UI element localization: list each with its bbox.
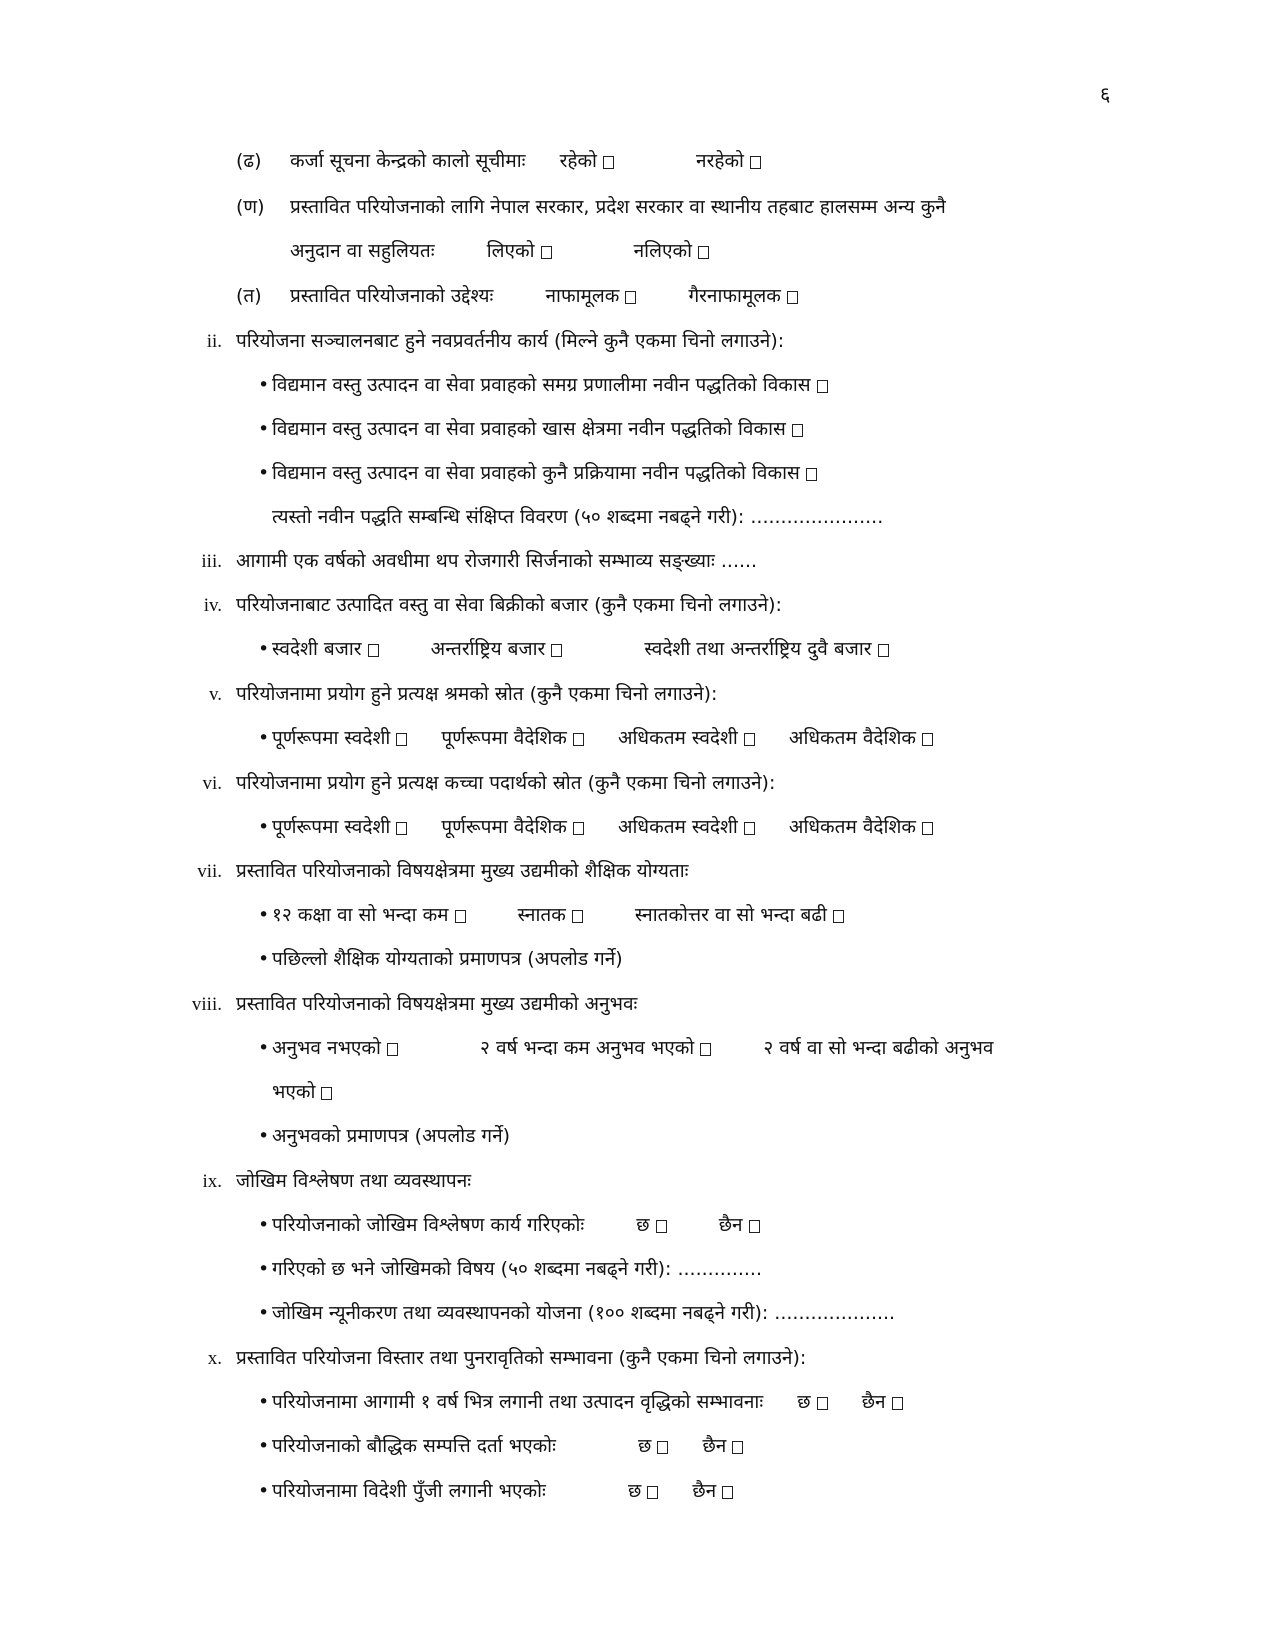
list-item xyxy=(258,1039,993,1058)
checkbox[interactable] xyxy=(387,1043,398,1056)
list-item-text: विद्यमान वस्तु उत्पादन वा सेवा प्रवाहको समग्र प्रणालीमा नवीन पद्धतिको विकास xyxy=(272,374,811,396)
option-label: अधिकतम स्वदेशी xyxy=(617,816,738,838)
section-num-v: v. xyxy=(208,684,222,705)
section-num-ii: ii. xyxy=(206,331,222,352)
option-label: नलिएको xyxy=(633,240,692,262)
checkbox[interactable] xyxy=(833,910,844,923)
item-label-ta: (त) xyxy=(236,285,262,307)
option-label: छ xyxy=(636,1214,650,1236)
bullet: • xyxy=(258,418,270,440)
checkbox[interactable] xyxy=(572,910,583,923)
option-label: छैन xyxy=(692,1480,717,1502)
bullet: • xyxy=(258,727,270,749)
checkbox[interactable] xyxy=(698,246,709,259)
option-label: १२ कक्षा वा सो भन्दा कम xyxy=(272,904,449,926)
section-title-iii: आगामी एक वर्षको अवधीमा थप रोजगारी सिर्जनाको सम्भाव्य सङ्ख्याः ...... xyxy=(236,550,758,572)
option-label: छ xyxy=(797,1391,811,1413)
option-label: नाफामूलक xyxy=(545,285,620,307)
section-title-iv: परियोजनाबाट उत्पादित वस्तु वा सेवा बिक्रीको बजार (कुनै एकमा चिनो लगाउने): xyxy=(236,594,782,616)
item-dha xyxy=(290,152,761,171)
list-item xyxy=(258,420,803,439)
list-item xyxy=(258,950,623,969)
checkbox[interactable] xyxy=(922,733,933,746)
checkbox[interactable] xyxy=(817,380,828,393)
checkbox[interactable] xyxy=(817,1397,828,1410)
bullet: • xyxy=(258,1435,270,1457)
item-label-na: (ण) xyxy=(236,196,265,218)
option-label: छैन xyxy=(718,1214,743,1236)
list-item-text: जोखिम न्यूनीकरण तथा व्यवस्थापनको योजना (१०० शब्दमा नबढ्ने गरी): .................... xyxy=(272,1302,896,1324)
section-num-vii: vii. xyxy=(197,861,222,882)
section-num-x: x. xyxy=(207,1348,222,1369)
section-title-v: परियोजनामा प्रयोग हुने प्रत्यक्ष श्रमको स्रोत (कुनै एकमा चिनो लगाउने): xyxy=(236,683,718,705)
list-item xyxy=(258,1437,743,1456)
checkbox[interactable] xyxy=(573,822,584,835)
section-num-iii: iii. xyxy=(201,551,222,572)
checkbox[interactable] xyxy=(749,1220,760,1233)
option-label: छैन xyxy=(702,1435,727,1457)
item-dha-text: कर्जा सूचना केन्द्रको कालो सूचीमाः xyxy=(290,150,526,172)
list-item xyxy=(258,818,933,837)
checkbox[interactable] xyxy=(806,468,817,481)
bullet: • xyxy=(258,1125,270,1147)
section-ii-note: त्यस्तो नवीन पद्धति सम्बन्धि संक्षिप्त विवरण (५० शब्दमा नबढ्ने गरी): ...................... xyxy=(272,506,884,528)
option-label: पूर्णरूपमा वैदेशिक xyxy=(441,816,567,838)
bullet: • xyxy=(258,1302,270,1324)
section-title-vii: प्रस्तावित परियोजनाको विषयक्षेत्रमा मुख्य उद्यमीको शैक्षिक योग्यताः xyxy=(236,860,689,882)
list-item-text: विद्यमान वस्तु उत्पादन वा सेवा प्रवाहको खास क्षेत्रमा नवीन पद्धतिको विकास xyxy=(272,418,786,440)
upload-certificate-link[interactable]: पछिल्लो शैक्षिक योग्यताको प्रमाणपत्र (अपलोड गर्ने) xyxy=(272,948,623,970)
option-label: रहेको xyxy=(559,150,597,172)
checkbox[interactable] xyxy=(892,1397,903,1410)
list-item-text: विद्यमान वस्तु उत्पादन वा सेवा प्रवाहको कुनै प्रक्रियामा नवीन पद्धतिको विकास xyxy=(272,462,800,484)
option-label: नरहेको xyxy=(696,150,744,172)
upload-experience-link[interactable]: अनुभवको प्रमाणपत्र (अपलोड गर्ने) xyxy=(272,1125,511,1147)
bullet: • xyxy=(258,462,270,484)
checkbox[interactable] xyxy=(656,1220,667,1233)
list-item xyxy=(258,1127,510,1146)
bullet: • xyxy=(258,948,270,970)
option-label: २ वर्ष वा सो भन्दा बढीको अनुभव xyxy=(763,1037,994,1059)
checkbox[interactable] xyxy=(396,733,407,746)
list-item xyxy=(258,1393,903,1412)
item-na-line2 xyxy=(290,242,709,261)
item-na-line1: प्रस्तावित परियोजनाको लागि नेपाल सरकार, प्रदेश सरकार वा स्थानीय तहबाट हालसम्म अन्य कुनै xyxy=(290,196,946,218)
option-label: २ वर्ष भन्दा कम अनुभव भएको xyxy=(480,1037,695,1059)
section-num-vi: vi. xyxy=(202,773,222,794)
bullet: • xyxy=(258,1258,270,1280)
option-label: अनुभव नभएको xyxy=(272,1037,381,1059)
option-label: अधिकतम स्वदेशी xyxy=(617,727,738,749)
section-num-viii: viii. xyxy=(191,994,222,1015)
item-ta-text: प्रस्तावित परियोजनाको उद्देश्यः xyxy=(290,285,494,307)
list-item-text: परियोजनामा आगामी १ वर्ष भित्र लगानी तथा उत्पादन वृद्धिको सम्भावनाः xyxy=(272,1391,764,1413)
checkbox[interactable] xyxy=(732,1441,743,1454)
checkbox[interactable] xyxy=(396,822,407,835)
list-item xyxy=(258,1216,760,1235)
list-item-text: गरिएको छ भने जोखिमको विषय (५० शब्दमा नबढ्ने गरी): .............. xyxy=(272,1258,763,1280)
option-label: अधिकतम वैदेशिक xyxy=(788,727,916,749)
bullet: • xyxy=(258,1037,270,1059)
checkbox[interactable] xyxy=(647,1486,658,1499)
checkbox[interactable] xyxy=(625,291,636,304)
section-title-viii: प्रस्तावित परियोजनाको विषयक्षेत्रमा मुख्य उद्यमीको अनुभवः xyxy=(236,993,638,1015)
option-label: पूर्णरूपमा वैदेशिक xyxy=(441,727,567,749)
list-item xyxy=(258,376,828,395)
checkbox[interactable] xyxy=(321,1087,332,1100)
checkbox[interactable] xyxy=(722,1486,733,1499)
checkbox[interactable] xyxy=(541,246,552,259)
section-title-ii: परियोजना सञ्चालनबाट हुने नवप्रवर्तनीय कार्य (मिल्ने कुनै एकमा चिनो लगाउने): xyxy=(236,330,785,352)
option-label: स्नातक xyxy=(517,904,566,926)
list-item-text: परियोजनाको जोखिम विश्लेषण कार्य गरिएकोः xyxy=(272,1214,585,1236)
checkbox[interactable] xyxy=(657,1441,668,1454)
checkbox[interactable] xyxy=(744,822,755,835)
checkbox[interactable] xyxy=(878,644,889,657)
bullet: • xyxy=(258,374,270,396)
list-item xyxy=(258,1304,895,1323)
list-item xyxy=(258,1482,733,1501)
option-label: स्वदेशी तथा अन्तर्राष्ट्रिय दुवै बजार xyxy=(644,638,872,660)
bullet: • xyxy=(258,1391,270,1413)
bullet: • xyxy=(258,816,270,838)
checkbox[interactable] xyxy=(455,910,466,923)
checkbox[interactable] xyxy=(750,156,761,169)
list-item xyxy=(258,464,817,483)
bullet: • xyxy=(258,904,270,926)
checkbox[interactable] xyxy=(603,156,614,169)
list-item xyxy=(258,640,889,659)
option-label: छ xyxy=(627,1480,642,1502)
checkbox[interactable] xyxy=(744,733,755,746)
bullet: • xyxy=(258,1480,270,1502)
bullet: • xyxy=(258,638,270,660)
checkbox[interactable] xyxy=(573,733,584,746)
checkbox[interactable] xyxy=(700,1043,711,1056)
option-label: छैन xyxy=(861,1391,886,1413)
bullet: • xyxy=(258,1214,270,1236)
option-label: पूर्णरूपमा स्वदेशी xyxy=(272,816,391,838)
option-label: अधिकतम वैदेशिक xyxy=(788,816,916,838)
list-item-continuation xyxy=(272,1083,332,1102)
page-number: ६ xyxy=(1100,82,1111,106)
option-label: भएको xyxy=(272,1081,316,1103)
checkbox[interactable] xyxy=(787,291,798,304)
option-label: छ xyxy=(638,1435,652,1457)
list-item xyxy=(258,906,844,925)
section-title-ix: जोखिम विश्लेषण तथा व्यवस्थापनः xyxy=(236,1170,472,1192)
checkbox[interactable] xyxy=(368,644,379,657)
checkbox[interactable] xyxy=(551,644,562,657)
option-label: लिएको xyxy=(486,240,535,262)
item-ta xyxy=(290,287,798,306)
section-num-ix: ix. xyxy=(202,1171,222,1192)
list-item-text: परियोजनामा विदेशी पुँजी लगानी भएकोः xyxy=(272,1480,546,1502)
checkbox[interactable] xyxy=(792,424,803,437)
checkbox[interactable] xyxy=(922,822,933,835)
section-title-x: प्रस्तावित परियोजना विस्तार तथा पुनरावृतिको सम्भावना (कुनै एकमा चिनो लगाउने): xyxy=(236,1347,807,1369)
item-na-text: अनुदान वा सहुलियतः xyxy=(290,240,435,262)
section-num-iv: iv. xyxy=(203,595,222,616)
option-label: स्वदेशी बजार xyxy=(272,638,362,660)
list-item-text: परियोजनाको बौद्धिक सम्पत्ति दर्ता भएकोः xyxy=(272,1435,556,1457)
option-label: गैरनाफामूलक xyxy=(688,285,781,307)
option-label: पूर्णरूपमा स्वदेशी xyxy=(272,727,391,749)
item-label-dha: (ढ) xyxy=(236,150,262,172)
section-title-vi: परियोजनामा प्रयोग हुने प्रत्यक्ष कच्चा पदार्थको स्रोत (कुनै एकमा चिनो लगाउने): xyxy=(236,772,776,794)
list-item xyxy=(258,1260,762,1279)
option-label: अन्तर्राष्ट्रिय बजार xyxy=(430,638,546,660)
list-item xyxy=(258,729,933,748)
option-label: स्नातकोत्तर वा सो भन्दा बढी xyxy=(634,904,827,926)
